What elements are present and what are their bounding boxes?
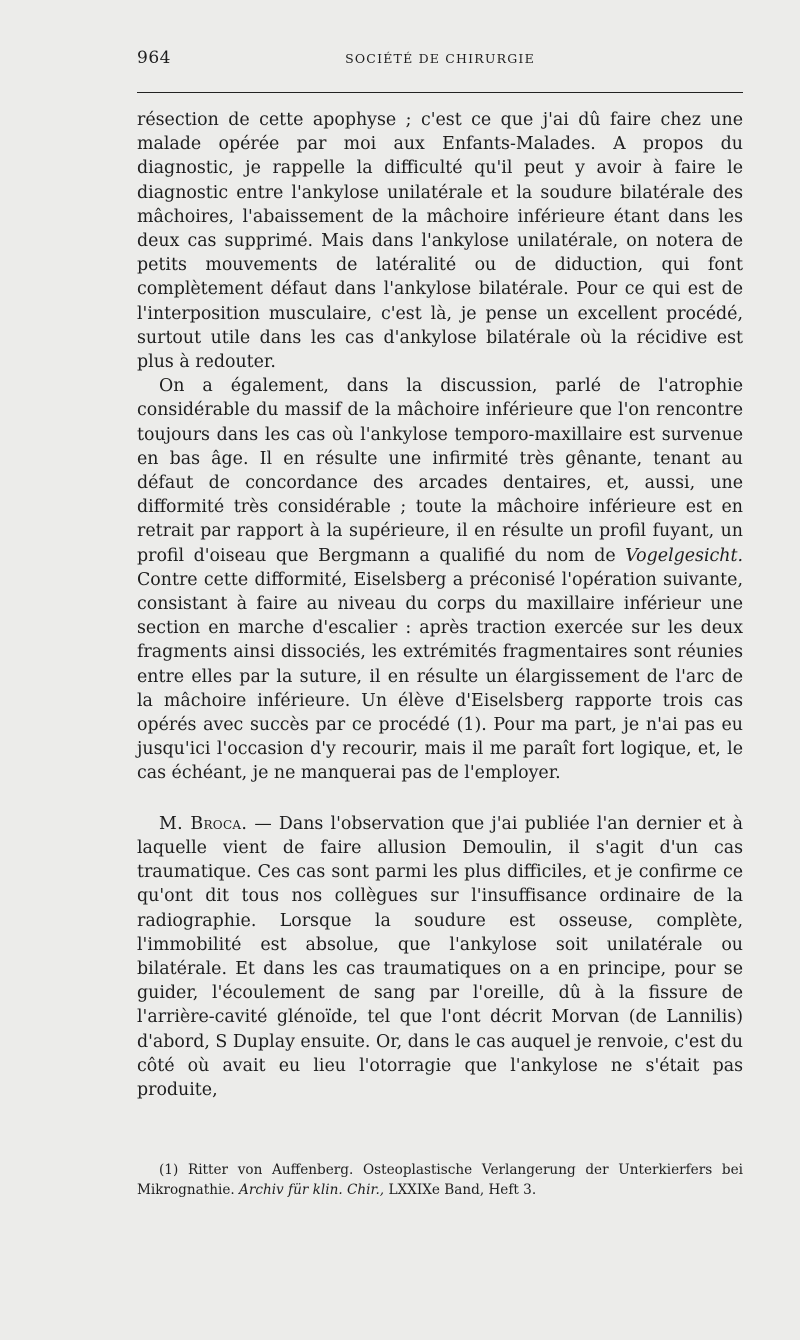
footnote-reference: (1).	[456, 715, 487, 736]
footnote-area	[137, 1160, 743, 1200]
paragraph-atrophy-text: On a également, dans la discussion, parlé de l'atrophie considérable du massif de la mâchoire inférieure que l'on rencontre toujours dans les cas où l'ankylose temporo-maxillaire est survenue en bas âge. Il en résulte une infirmité très gênante, tenant au défaut de concordance des arcades dentaires, et, aussi, une difformité très considérable ; toute la mâchoire inférieure est en retrait par rapport à la supérieure, il en résulte un profil fuyant, un profil d'oiseau que Bergmann a qualifié du nom de	[137, 376, 743, 566]
running-title: SOCIÉTÉ DE CHIRURGIE	[345, 51, 535, 66]
paragraph-eiselsberg-text: Contre cette difformité, Eiselsberg a préconisé l'opération suivante, consistant à faire au niveau du corps du maxillaire inférieur une section en marche d'escalier : après traction exercée sur les deux fragments ainsi dissociés, les extrémités fragmentaires sont réunies entre elles par la suture, il en résulte un élargissement de l'arc de la mâchoire inférieure. Un élève d'Eiselsberg rapporte trois cas opérés avec succès par ce procédé	[137, 569, 743, 736]
vogelgesicht-term: Vogelgesicht.	[625, 545, 744, 566]
footnote-citation: (1) Ritter von Auffenberg. Osteoplastische Verlangerung der Unterkierfers bei Mikrognathie.	[137, 1162, 743, 1198]
paragraph-conclusion-text: Pour ma part, je n'ai pas eu jusqu'ici l'occasion d'y recourir, mais il me paraît fort logique, et, le cas échéant, je ne manquerai pas de l'employer.	[137, 715, 743, 784]
running-header	[137, 48, 743, 72]
footnote-journal: Archiv für klin. Chir.,	[239, 1182, 385, 1198]
page-number: 964	[137, 48, 171, 68]
footnote-volume: LXXIXe Band, Heft 3.	[388, 1182, 537, 1198]
paragraph-broca	[137, 812, 743, 1102]
speaker-name: M. Broca.	[159, 813, 248, 834]
header-rule	[137, 92, 743, 93]
paragraph-atrophy	[137, 374, 743, 785]
paragraph-continuation: résection de cette apophyse ; c'est ce que j'ai dû faire chez une malade opérée par moi aux Enfants-Malades. A propos du diagnostic, je rappelle la difficulté qu'il peut y avoir à faire le diagnostic entre l'ankylose unilatérale et la soudure bilatérale des mâchoires, l'abaissement de la mâchoire inférieure étant dans les deux cas supprimé. Mais dans l'ankylose unilatérale, on notera de petits mouvements de latéralité ou de diduction, qui font complètement défaut dans l'ankylose bilatérale. Pour ce qui est de l'interposition musculaire, c'est là, je pense un excellent procédé, surtout utile dans les cas d'ankylose bilatérale où la récidive est plus à redouter.	[137, 110, 743, 373]
footnote-1	[137, 1160, 743, 1200]
broca-statement: — Dans l'observation que j'ai publiée l'an dernier et à laquelle vient de faire allusion Demoulin, il s'agit d'un cas traumatique. Ces cas sont parmi les plus difficiles, et je confirme ce qu'ont dit tous nos collègues sur l'insuffisance ordinaire de la radiographie. Lorsque la soudure est osseuse, complète, l'immobilité est absolue, que l'ankylose soit unilatérale ou bilatérale. Et dans les cas traumatiques on a en principe, pour se guider, l'écoulement de sang par l'oreille, dû à la fissure de l'arrière-cavité glénoïde, tel que l'ont décrit Morvan (de Lannilis) d'abord, S Duplay ensuite. Or, dans le cas auquel je renvoie, c'est du côté où avait eu lieu l'otorragie que l'ankylose ne s'était pas produite,	[137, 813, 744, 1100]
body-text	[137, 108, 743, 1102]
